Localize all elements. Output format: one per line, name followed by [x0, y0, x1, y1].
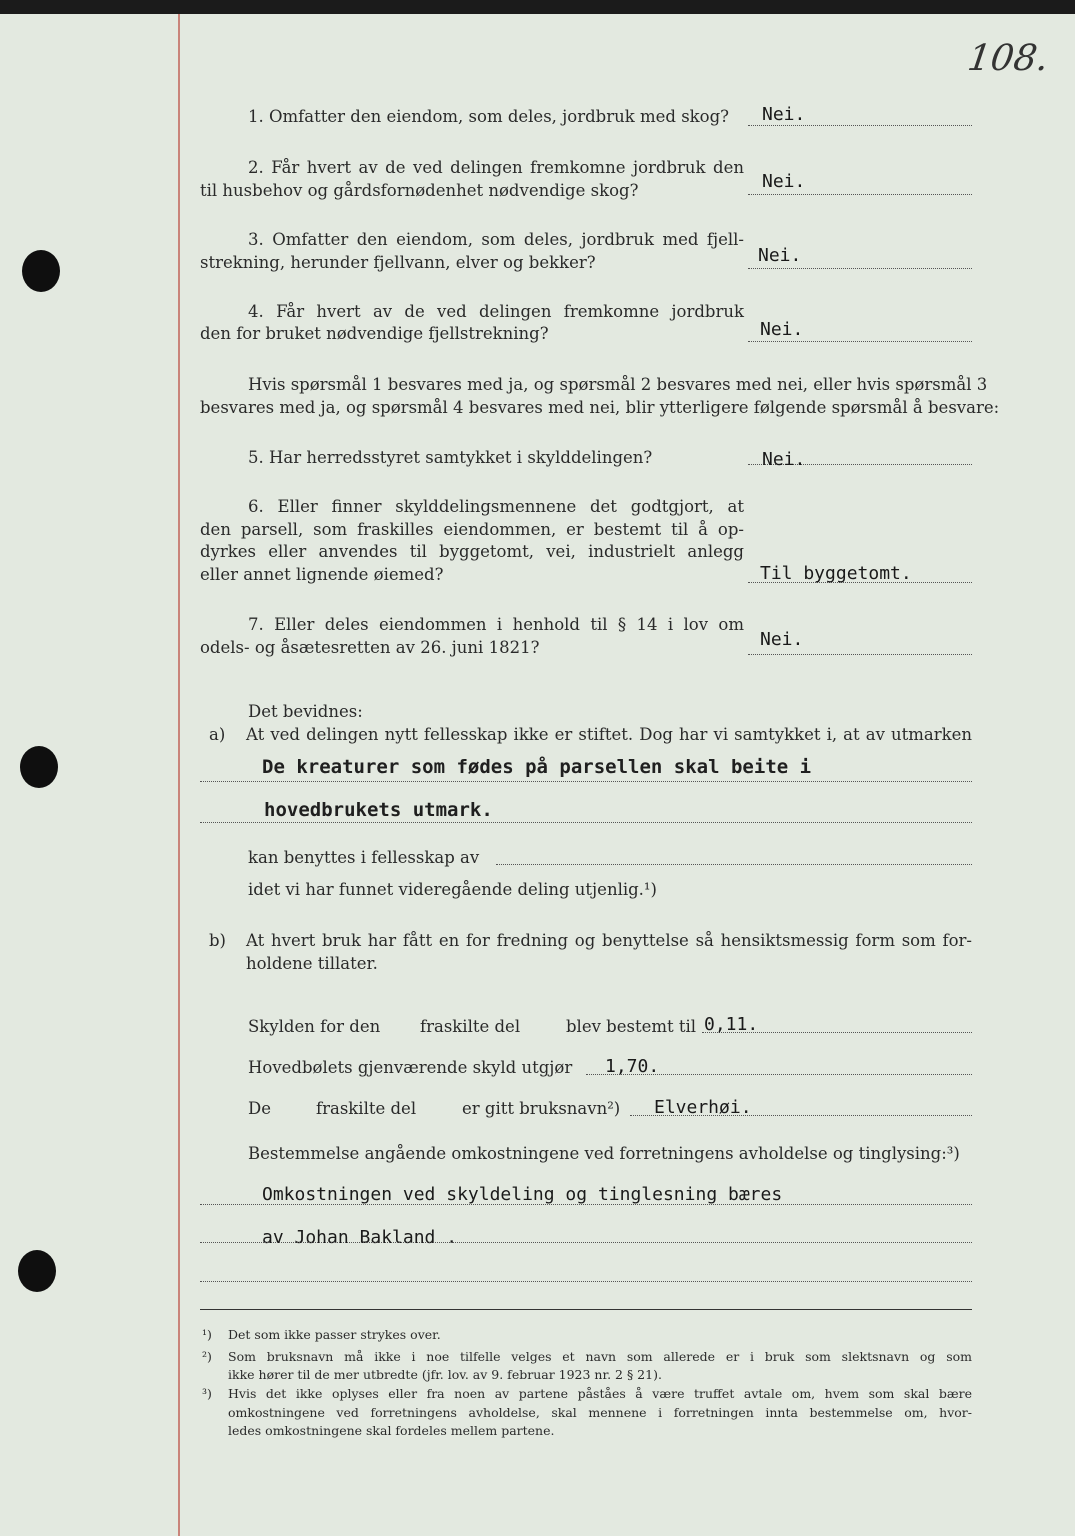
page-number: 108. — [965, 38, 1052, 79]
footnote-3-mark: ³) — [202, 1386, 212, 1401]
footnote-3-line-3: ledes omkostningene skal fordeles mellem partene. — [228, 1423, 555, 1438]
punch-hole — [20, 746, 58, 788]
footnote-3-line-2: omkostningene ved forretningens avholdelse, skal mennene i forretningen innta bestemmelse om, hvor- — [228, 1405, 972, 1420]
footnote-1-mark: ¹) — [202, 1327, 212, 1342]
question-3-line-2: strekning, herunder fjellvann, elver og bekker? — [200, 253, 596, 272]
punch-hole — [18, 1250, 56, 1292]
item-b-label: b) — [209, 931, 226, 950]
answer-5: Nei. — [762, 449, 806, 470]
typed-grazing-line-2: hovedbrukets utmark. — [264, 799, 493, 821]
fill-line — [200, 822, 972, 823]
answer-line — [748, 654, 972, 655]
answer-3: Nei. — [758, 245, 802, 266]
bruk-middle: fraskilte del — [316, 1099, 417, 1118]
fill-line — [200, 1281, 972, 1282]
cost-label: Bestemmelse angående omkostningene ved forretningens avholdelse og tinglysing:³) — [248, 1144, 960, 1163]
question-6-line-2: den parsell, som fraskilles eiendommen, er bestemt til å op- — [200, 520, 744, 539]
fill-line — [496, 864, 972, 865]
punch-hole — [22, 250, 60, 292]
conditional-line-2: besvares med ja, og spørsmål 4 besvares med nei, blir ytterligere følgende spørsmål å besvare: — [200, 398, 1000, 417]
footnote-2-mark: ²) — [202, 1349, 212, 1364]
question-6-line-3: dyrkes eller anvendes til byggetomt, vei, industrielt anlegg — [200, 542, 744, 561]
bruk-prefix: De — [248, 1099, 271, 1118]
question-4-line-2: den for bruket nødvendige fjellstrekning? — [200, 324, 549, 343]
item-a-text: At ved delingen nytt fellesskap ikke er stiftet. Dog har vi samtykket i, at av utmarken — [246, 725, 972, 744]
shared-use-label: kan benyttes i fellesskap av — [248, 848, 480, 867]
question-5: 5. Har herredsstyret samtykket i skylddelingen? — [248, 448, 653, 467]
skyld-value: 0,11. — [704, 1014, 759, 1035]
item-b-line-1: At hvert bruk har fått en for fredning og benyttelse så hensiktsmessig form som for- — [246, 931, 972, 950]
certification-heading: Det bevidnes: — [248, 702, 363, 721]
fill-line — [200, 781, 972, 782]
footnote-3-line-1: Hvis det ikke oplyses eller fra noen av partene påståes å være truffet avtale om, hvem som skal bære — [228, 1386, 972, 1401]
skyld-prefix: Skylden for den — [248, 1017, 381, 1036]
skyld-label: blev bestemt til — [566, 1017, 697, 1036]
footnote-separator — [200, 1309, 972, 1310]
cost-line-1: Omkostningen ved skyldeling og tinglesning bæres — [262, 1184, 783, 1205]
question-2-line-2: til husbehov og gårdsfornødenhet nødvendige skog? — [200, 181, 639, 200]
question-6-line-1: 6. Eller finner skylddelingsmennene det godtgjort, at — [248, 497, 744, 516]
question-2-line-1: 2. Får hvert av de ved delingen fremkomne jordbruk den — [248, 158, 744, 177]
question-4-line-1: 4. Får hvert av de ved delingen fremkomne jordbruk — [248, 302, 745, 321]
answer-1: Nei. — [762, 104, 806, 125]
question-7-line-2: odels- og åsætesretten av 26. juni 1821? — [200, 638, 540, 657]
hovedbol-label: Hovedbølets gjenværende skyld utgjør — [248, 1058, 573, 1077]
answer-line — [748, 268, 972, 269]
typed-grazing-line-1: De kreaturer som fødes på parsellen skal beite i — [262, 756, 812, 778]
item-b-line-2: holdene tillater. — [246, 954, 378, 973]
margin-line — [178, 14, 180, 1536]
question-text: Omfatter den eiendom, som deles, jordbruk med skog? — [269, 107, 730, 126]
footnote-2-line-2: ikke hører til de mer utbredte (jfr. lov. av 9. februar 1923 nr. 2 § 21). — [228, 1367, 662, 1382]
bruksnavn-value: Elverhøi. — [654, 1097, 752, 1118]
answer-7: Nei. — [760, 629, 804, 650]
cost-line-2: av Johan Bakland . — [262, 1227, 458, 1248]
question-7-line-1: 7. Eller deles eiendommen i henhold til § 14 i lov om — [248, 615, 744, 634]
footnote-2-line-1: Som bruksnavn må ikke i noe tilfelle velges et navn som allerede er i bruk som slektsnavn og som — [228, 1349, 972, 1364]
question-1 — [248, 106, 729, 128]
question-6-line-4: eller annet lignende øiemed? — [200, 565, 444, 584]
answer-line — [748, 341, 972, 342]
fill-line — [200, 1204, 972, 1205]
skyld-middle: fraskilte del — [420, 1017, 521, 1036]
item-a-label: a) — [209, 725, 226, 744]
answer-line — [748, 194, 972, 195]
question-number: 1. — [248, 107, 264, 126]
answer-6: Til byggetomt. — [760, 563, 912, 584]
fill-line — [200, 1242, 972, 1243]
answer-2: Nei. — [762, 171, 806, 192]
scan-top-edge — [0, 0, 1075, 14]
reason-text: idet vi har funnet videregående deling utjenlig.¹) — [248, 880, 657, 899]
bruksnavn-label: er gitt bruksnavn²) — [462, 1099, 621, 1118]
conditional-line-1: Hvis spørsmål 1 besvares med ja, og spørsmål 2 besvares med nei, eller hvis spørsmål 3 — [248, 375, 988, 394]
question-3-line-1: 3. Omfatter den eiendom, som deles, jordbruk med fjell- — [248, 230, 745, 249]
hovedbol-value: 1,70. — [605, 1056, 660, 1077]
answer-4: Nei. — [760, 319, 804, 340]
footnote-1-text: Det som ikke passer strykes over. — [228, 1327, 441, 1342]
